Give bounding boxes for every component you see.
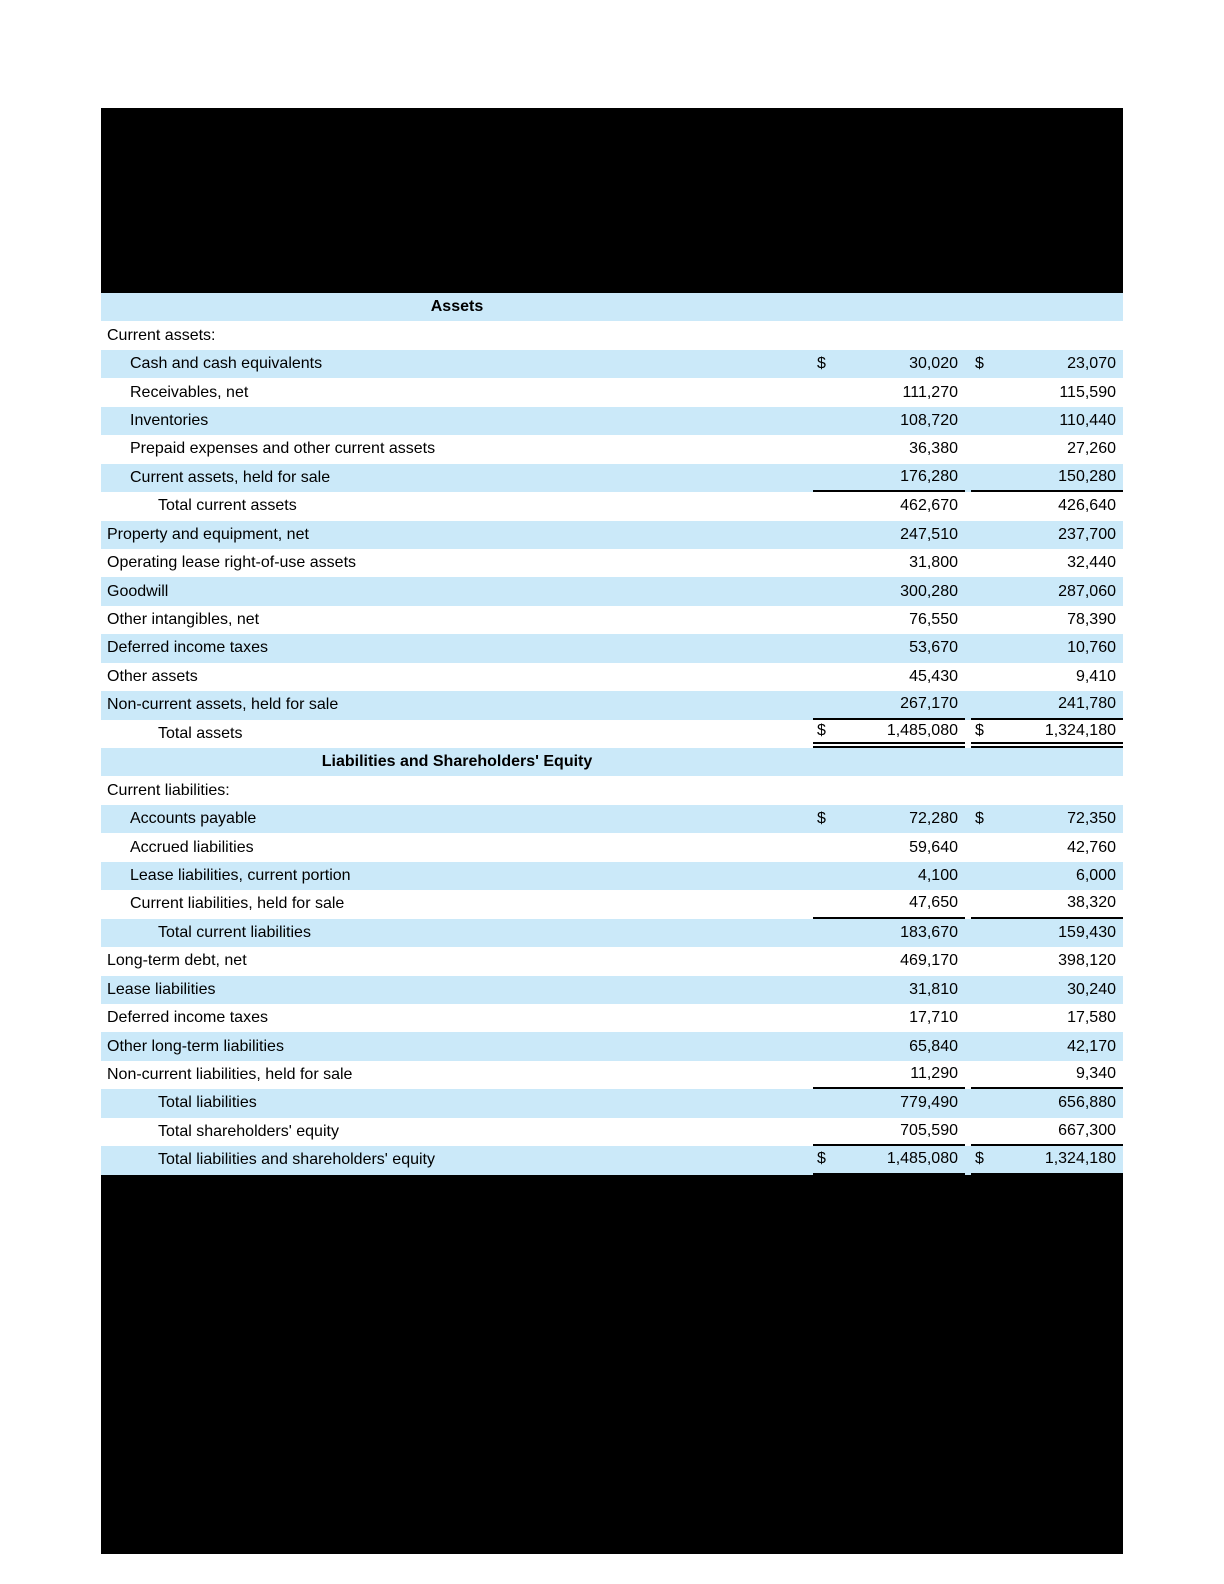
table-row <box>101 1146 1123 1174</box>
amount: 115,590 <box>1059 383 1116 401</box>
row-label: Total current assets <box>158 497 297 515</box>
value-cell-1 <box>813 464 965 492</box>
amount: 110,440 <box>1059 411 1116 429</box>
table-row <box>101 691 1123 719</box>
row-label: Current liabilities: <box>107 781 230 799</box>
amount: 111,270 <box>902 383 958 401</box>
amount: 42,170 <box>1067 1037 1116 1055</box>
table-row <box>101 321 1123 349</box>
amount: 72,280 <box>909 810 958 828</box>
table-row <box>101 378 1123 406</box>
amount: 108,720 <box>900 411 958 429</box>
table-row <box>101 890 1123 918</box>
currency-symbol: $ <box>817 1150 826 1168</box>
amount: 469,170 <box>900 952 958 970</box>
value-cell-1 <box>813 407 965 435</box>
row-label: Receivables, net <box>130 383 249 401</box>
value-cell-2 <box>971 521 1123 549</box>
row-label: Property and equipment, net <box>107 525 309 543</box>
row-label: Current liabilities, held for sale <box>130 895 345 913</box>
value-cell-2 <box>971 663 1123 691</box>
amount: 30,240 <box>1067 980 1116 998</box>
amount: 779,490 <box>900 1094 958 1112</box>
value-cell-1 <box>813 947 965 975</box>
value-cell-1 <box>813 1032 965 1060</box>
amount: 65,840 <box>909 1037 958 1055</box>
amount: 31,810 <box>909 980 958 998</box>
row-label: Non-current liabilities, held for sale <box>107 1066 353 1084</box>
table-row <box>101 1004 1123 1032</box>
value-cell-1 <box>813 720 965 748</box>
amount: 78,390 <box>1067 611 1116 629</box>
amount: 10,760 <box>1067 639 1116 657</box>
amount: 32,440 <box>1067 554 1116 572</box>
value-cell-2 <box>971 1061 1123 1089</box>
table-row <box>101 577 1123 605</box>
value-cell-2 <box>971 890 1123 918</box>
row-label: Current assets: <box>107 326 216 344</box>
value-cell-2 <box>971 435 1123 463</box>
value-cell-2 <box>971 549 1123 577</box>
amount: 267,170 <box>900 695 958 713</box>
table-row <box>101 748 1123 776</box>
amount: 9,340 <box>1075 1065 1116 1083</box>
currency-symbol: $ <box>975 810 984 828</box>
row-label: Other intangibles, net <box>107 611 260 629</box>
amount: 72,350 <box>1067 810 1116 828</box>
value-cell-2 <box>971 350 1123 378</box>
table-row <box>101 407 1123 435</box>
value-cell-1 <box>813 862 965 890</box>
value-cell-2 <box>971 407 1123 435</box>
value-cell-1 <box>813 435 965 463</box>
value-cell-1 <box>813 691 965 719</box>
value-cell-2 <box>971 1032 1123 1060</box>
value-cell-1 <box>813 1061 965 1089</box>
row-label: Cash and cash equivalents <box>130 355 323 373</box>
value-cell-2 <box>971 321 1123 349</box>
value-cell-1 <box>813 634 965 662</box>
table-row <box>101 492 1123 520</box>
value-cell-2 <box>971 492 1123 520</box>
amount: 462,670 <box>900 497 958 515</box>
value-cell-1 <box>813 1089 965 1117</box>
amount: 241,780 <box>1058 695 1116 713</box>
table-row <box>101 947 1123 975</box>
table-row <box>101 862 1123 890</box>
value-cell-2 <box>971 464 1123 492</box>
value-cell-1 <box>813 833 965 861</box>
table-row <box>101 805 1123 833</box>
currency-symbol: $ <box>975 355 984 373</box>
amount: 27,260 <box>1067 440 1116 458</box>
value-cell-1 <box>813 577 965 605</box>
table-row <box>101 776 1123 804</box>
table-row <box>101 919 1123 947</box>
row-label: Total assets <box>158 724 243 742</box>
table-row <box>101 293 1123 321</box>
amount: 76,550 <box>909 611 958 629</box>
section-header: Liabilities and Shareholders' Equity <box>321 753 593 771</box>
value-cell-1 <box>813 293 965 321</box>
amount: 9,410 <box>1075 667 1116 685</box>
table-row <box>101 1089 1123 1117</box>
table-row <box>101 976 1123 1004</box>
value-cell-2 <box>971 976 1123 1004</box>
row-label: Other long-term liabilities <box>107 1037 284 1055</box>
amount: 287,060 <box>1058 582 1116 600</box>
table-row <box>101 435 1123 463</box>
redacted-block-bottom <box>101 1175 1123 1554</box>
row-label: Inventories <box>130 411 209 429</box>
table-row <box>101 606 1123 634</box>
value-cell-2 <box>971 805 1123 833</box>
amount: 38,320 <box>1067 894 1116 912</box>
amount: 1,324,180 <box>1044 1150 1116 1168</box>
amount: 59,640 <box>909 838 958 856</box>
row-label: Accounts payable <box>130 810 257 828</box>
value-cell-2 <box>971 293 1123 321</box>
amount: 159,430 <box>1058 923 1116 941</box>
amount: 23,070 <box>1067 355 1116 373</box>
row-label: Deferred income taxes <box>107 639 268 657</box>
table-row <box>101 1061 1123 1089</box>
value-cell-1 <box>813 378 965 406</box>
value-cell-1 <box>813 350 965 378</box>
amount: 656,880 <box>1058 1094 1116 1112</box>
amount: 31,800 <box>909 554 958 572</box>
amount: 150,280 <box>1058 467 1116 485</box>
value-cell-2 <box>971 1118 1123 1146</box>
amount: 53,670 <box>909 639 958 657</box>
value-cell-1 <box>813 919 965 947</box>
value-cell-1 <box>813 549 965 577</box>
row-label: Current assets, held for sale <box>130 468 331 486</box>
row-label: Total shareholders' equity <box>158 1122 339 1140</box>
amount: 47,650 <box>909 894 958 912</box>
value-cell-2 <box>971 947 1123 975</box>
amount: 17,710 <box>909 1009 958 1027</box>
value-cell-1 <box>813 521 965 549</box>
section-header: Assets <box>430 298 484 316</box>
value-cell-1 <box>813 1004 965 1032</box>
amount: 237,700 <box>1058 525 1116 543</box>
value-cell-2 <box>971 1004 1123 1032</box>
table-row <box>101 634 1123 662</box>
amount: 45,430 <box>909 667 958 685</box>
amount: 247,510 <box>900 525 958 543</box>
amount: 11,290 <box>910 1065 958 1083</box>
amount: 6,000 <box>1075 866 1116 884</box>
table-row <box>101 549 1123 577</box>
table-row <box>101 350 1123 378</box>
value-cell-2 <box>971 748 1123 776</box>
value-cell-1 <box>813 606 965 634</box>
row-label: Lease liabilities, current portion <box>130 866 351 884</box>
table-row <box>101 720 1123 748</box>
amount: 300,280 <box>900 582 958 600</box>
currency-symbol: $ <box>817 810 826 828</box>
row-label: Goodwill <box>107 582 169 600</box>
value-cell-1 <box>813 1118 965 1146</box>
row-label: Prepaid expenses and other current assets <box>130 440 436 458</box>
value-cell-2 <box>971 691 1123 719</box>
amount: 426,640 <box>1058 497 1116 515</box>
row-label: Operating lease right-of-use assets <box>107 554 357 572</box>
value-cell-2 <box>971 833 1123 861</box>
redacted-block-top <box>101 108 1123 293</box>
value-cell-2 <box>971 634 1123 662</box>
value-cell-1 <box>813 890 965 918</box>
value-cell-2 <box>971 862 1123 890</box>
row-label: Accrued liabilities <box>130 838 254 856</box>
currency-symbol: $ <box>817 721 826 739</box>
row-label: Total liabilities <box>158 1094 257 1112</box>
row-label: Total liabilities and shareholders' equity <box>158 1151 435 1169</box>
value-cell-1 <box>813 776 965 804</box>
value-cell-2 <box>971 1146 1123 1174</box>
row-label: Total current liabilities <box>158 923 311 941</box>
row-label: Non-current assets, held for sale <box>107 696 339 714</box>
amount: 183,670 <box>900 923 958 941</box>
row-label: Deferred income taxes <box>107 1009 268 1027</box>
amount: 4,100 <box>917 866 958 884</box>
value-cell-1 <box>813 663 965 691</box>
value-cell-1 <box>813 976 965 1004</box>
value-cell-1 <box>813 321 965 349</box>
value-cell-2 <box>971 720 1123 748</box>
value-cell-1 <box>813 492 965 520</box>
currency-symbol: $ <box>975 1150 984 1168</box>
amount: 1,324,180 <box>1044 721 1116 739</box>
value-cell-2 <box>971 919 1123 947</box>
balance-sheet-table <box>101 293 1123 1175</box>
currency-symbol: $ <box>975 721 984 739</box>
table-row <box>101 464 1123 492</box>
row-label: Long-term debt, net <box>107 952 247 970</box>
amount: 17,580 <box>1067 1009 1116 1027</box>
amount: 36,380 <box>909 440 958 458</box>
row-label: Lease liabilities <box>107 980 216 998</box>
amount: 667,300 <box>1058 1121 1116 1139</box>
value-cell-1 <box>813 748 965 776</box>
amount: 30,020 <box>909 355 958 373</box>
value-cell-2 <box>971 606 1123 634</box>
value-cell-2 <box>971 776 1123 804</box>
value-cell-1 <box>813 805 965 833</box>
amount: 1,485,080 <box>886 721 958 739</box>
currency-symbol: $ <box>817 355 826 373</box>
value-cell-2 <box>971 1089 1123 1117</box>
table-row <box>101 1032 1123 1060</box>
table-row <box>101 521 1123 549</box>
value-cell-2 <box>971 577 1123 605</box>
amount: 176,280 <box>900 467 958 485</box>
amount: 42,760 <box>1067 838 1116 856</box>
amount: 705,590 <box>900 1121 958 1139</box>
amount: 1,485,080 <box>886 1150 958 1168</box>
table-row <box>101 1118 1123 1146</box>
amount: 398,120 <box>1058 952 1116 970</box>
table-row <box>101 833 1123 861</box>
value-cell-1 <box>813 1146 965 1174</box>
value-cell-2 <box>971 378 1123 406</box>
row-label: Other assets <box>107 667 198 685</box>
table-row <box>101 663 1123 691</box>
